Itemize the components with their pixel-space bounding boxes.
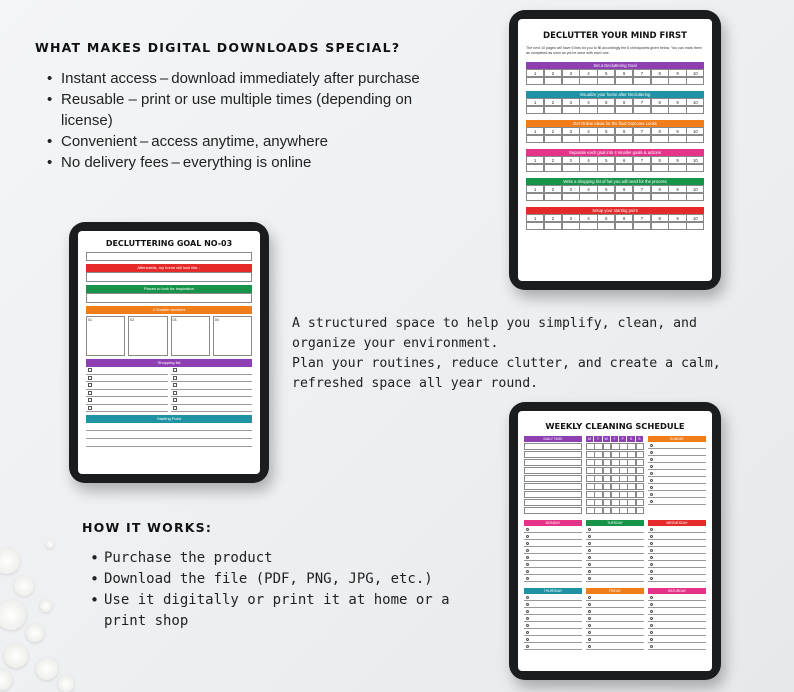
- check-cell[interactable]: [633, 106, 651, 114]
- number-cell[interactable]: 3: [562, 185, 580, 193]
- goal-body: [78, 248, 260, 447]
- number-cell[interactable]: 6: [615, 214, 633, 222]
- day-header: WEDNESDAY: [648, 520, 706, 526]
- day-task-line[interactable]: [648, 463, 706, 470]
- number-cell[interactable]: 4: [579, 69, 597, 77]
- daily-task-header: DAILY TASK: [524, 436, 582, 442]
- check-cell[interactable]: [633, 77, 651, 85]
- check-cell[interactable]: [668, 135, 686, 143]
- number-cell[interactable]: 6: [615, 156, 633, 164]
- number-row: [526, 69, 704, 77]
- day-task-line[interactable]: [648, 477, 706, 484]
- section-box[interactable]: 01: [86, 316, 125, 356]
- day-task-line[interactable]: [586, 615, 644, 622]
- tablet-decluttering-goal: [69, 222, 269, 483]
- day-header: FRIDAY: [586, 588, 644, 594]
- daily-task-line[interactable]: [524, 467, 582, 474]
- check-row: [526, 164, 704, 172]
- shopping-checkbox[interactable]: [171, 397, 253, 405]
- weekly-top-row: [524, 436, 706, 514]
- check-cell[interactable]: [597, 222, 615, 230]
- checkpoint-bar: Write a shopping list of hat you will need for the process: [526, 178, 704, 185]
- shopping-checkbox[interactable]: [86, 367, 168, 375]
- check-row: [526, 77, 704, 85]
- shopping-checkbox[interactable]: [86, 390, 168, 398]
- check-cell[interactable]: [597, 77, 615, 85]
- check-cell[interactable]: [686, 222, 704, 230]
- text-field[interactable]: [86, 272, 252, 282]
- special-heading: WHAT MAKES DIGITAL DOWNLOADS SPECIAL?: [35, 40, 401, 55]
- intro-text: The next 10 pages will have 6 lists for you to fill accordingly the 6 checkpoints given below. You can mark them as completed as soon as you're done with each one.: [526, 46, 702, 55]
- check-cell[interactable]: [579, 164, 597, 172]
- special-item: • No delivery fees – everything is online: [35, 152, 465, 173]
- week-check-cell[interactable]: [636, 491, 645, 498]
- number-cell[interactable]: 8: [651, 69, 669, 77]
- number-row: [526, 214, 704, 222]
- number-cell[interactable]: 3: [562, 214, 580, 222]
- day-task-line[interactable]: [586, 561, 644, 568]
- section-box[interactable]: 03: [171, 316, 210, 356]
- day-task-line[interactable]: [648, 533, 706, 540]
- day-task-line[interactable]: [648, 442, 706, 449]
- special-item: • Reusable – print or use multiple times (depending on license): [35, 89, 465, 131]
- how-list: [78, 548, 478, 632]
- number-cell[interactable]: 2: [544, 127, 562, 135]
- number-cell[interactable]: 9: [668, 214, 686, 222]
- number-cell[interactable]: 6: [615, 127, 633, 135]
- section-bar: Places to look for inspiration: [86, 285, 252, 293]
- check-cell[interactable]: [579, 77, 597, 85]
- daily-task-line[interactable]: [524, 507, 582, 514]
- day-task-line[interactable]: [586, 540, 644, 547]
- day-task-line[interactable]: [648, 575, 706, 582]
- number-cell[interactable]: 5: [597, 69, 615, 77]
- check-row: [526, 135, 704, 143]
- number-cell[interactable]: 7: [633, 98, 651, 106]
- number-cell[interactable]: 6: [615, 185, 633, 193]
- day-task-line[interactable]: [648, 526, 706, 533]
- number-cell[interactable]: 10: [686, 69, 704, 77]
- number-row: [526, 127, 704, 135]
- day-task-line[interactable]: [586, 568, 644, 575]
- check-cell[interactable]: [651, 77, 669, 85]
- weekday-letter: S: [636, 436, 644, 442]
- number-cell[interactable]: 8: [651, 214, 669, 222]
- number-cell[interactable]: 8: [651, 185, 669, 193]
- day-header: TUESDAY: [586, 520, 644, 526]
- day-task-line[interactable]: [524, 575, 582, 582]
- number-cell[interactable]: 1: [526, 127, 544, 135]
- check-cell[interactable]: [544, 135, 562, 143]
- check-cell[interactable]: [562, 222, 580, 230]
- day-task-line[interactable]: [586, 533, 644, 540]
- weekday-letter: W: [603, 436, 611, 442]
- day-column: [524, 588, 582, 650]
- number-cell[interactable]: 10: [686, 185, 704, 193]
- check-cell[interactable]: [562, 77, 580, 85]
- check-row: [526, 193, 704, 201]
- day-task-line[interactable]: [524, 526, 582, 533]
- product-description: A structured space to help you simplify, clean, and organize your environment. Plan your routines, reduce clutter, and create a calm, refreshed space all year round.: [292, 316, 721, 391]
- number-cell[interactable]: 1: [526, 214, 544, 222]
- daily-task-line[interactable]: [524, 451, 582, 458]
- daily-task-line[interactable]: [524, 459, 582, 466]
- check-cell[interactable]: [597, 106, 615, 114]
- day-task-line[interactable]: [648, 636, 706, 643]
- shopping-checkbox[interactable]: [171, 367, 253, 375]
- check-cell[interactable]: [615, 77, 633, 85]
- day-task-line[interactable]: [648, 568, 706, 575]
- check-cell[interactable]: [651, 106, 669, 114]
- daily-task-line[interactable]: [524, 443, 582, 450]
- number-cell[interactable]: 1: [526, 185, 544, 193]
- shopping-checkbox[interactable]: [171, 382, 253, 390]
- text-line[interactable]: [86, 431, 252, 439]
- number-cell[interactable]: 7: [633, 185, 651, 193]
- number-cell[interactable]: 4: [579, 156, 597, 164]
- day-task-line[interactable]: [648, 561, 706, 568]
- number-cell[interactable]: 7: [633, 69, 651, 77]
- starting-point-lines: [86, 423, 252, 447]
- daily-task-column: [524, 436, 582, 514]
- checkpoint-list: [518, 62, 712, 230]
- day-task-line[interactable]: [524, 629, 582, 636]
- section-bar: 4 Smaller sections: [86, 306, 252, 314]
- check-cell[interactable]: [526, 135, 544, 143]
- day-task-line[interactable]: [648, 608, 706, 615]
- check-cell[interactable]: [668, 106, 686, 114]
- number-cell[interactable]: 5: [597, 185, 615, 193]
- day-task-line[interactable]: [586, 575, 644, 582]
- goal-number-field[interactable]: [86, 252, 252, 261]
- weekly-bottom-row: [524, 588, 706, 650]
- check-cell[interactable]: [526, 193, 544, 201]
- day-task-line[interactable]: [586, 554, 644, 561]
- daily-task-line[interactable]: [524, 499, 582, 506]
- checkpoint-bar: Set a Decluttering Goal: [526, 62, 704, 69]
- day-header: THURSDAY: [524, 588, 582, 594]
- number-cell[interactable]: 9: [668, 69, 686, 77]
- number-cell[interactable]: 10: [686, 214, 704, 222]
- check-cell[interactable]: [668, 77, 686, 85]
- day-column: [648, 520, 706, 582]
- check-cell[interactable]: [544, 77, 562, 85]
- day-task-line[interactable]: [648, 601, 706, 608]
- check-cell[interactable]: [544, 164, 562, 172]
- weekday-letter: M: [586, 436, 594, 442]
- weekday-letter: F: [619, 436, 627, 442]
- number-cell[interactable]: 2: [544, 185, 562, 193]
- check-cell[interactable]: [686, 106, 704, 114]
- day-task-line[interactable]: [648, 629, 706, 636]
- check-cell[interactable]: [597, 135, 615, 143]
- number-cell[interactable]: 4: [579, 185, 597, 193]
- day-task-line[interactable]: [524, 554, 582, 561]
- day-column: [524, 520, 582, 582]
- weekday-letter: S: [627, 436, 635, 442]
- checkpoint-bar: Get Online Ideas for the final Outcome Looks: [526, 120, 704, 127]
- day-task-line[interactable]: [586, 547, 644, 554]
- number-cell[interactable]: 10: [686, 127, 704, 135]
- check-cell[interactable]: [544, 222, 562, 230]
- week-check-cell[interactable]: [636, 459, 645, 466]
- number-cell[interactable]: 1: [526, 98, 544, 106]
- day-task-line[interactable]: [524, 636, 582, 643]
- day-task-line[interactable]: [648, 470, 706, 477]
- number-cell[interactable]: 9: [668, 98, 686, 106]
- day-task-line[interactable]: [648, 547, 706, 554]
- weekly-body: [518, 431, 712, 650]
- day-task-line[interactable]: [586, 601, 644, 608]
- day-task-line[interactable]: [648, 554, 706, 561]
- daily-task-line[interactable]: [524, 491, 582, 498]
- day-task-line[interactable]: [648, 456, 706, 463]
- number-cell[interactable]: 2: [544, 214, 562, 222]
- text-line[interactable]: [86, 439, 252, 447]
- checkpoint-bar: Separate each goal into 4 smaller goals & actions: [526, 149, 704, 156]
- day-task-line[interactable]: [586, 622, 644, 629]
- daily-task-line[interactable]: [524, 475, 582, 482]
- check-cell[interactable]: [633, 222, 651, 230]
- page-title: DECLUTTER YOUR MIND FIRST: [543, 31, 687, 41]
- check-cell[interactable]: [562, 193, 580, 201]
- number-cell[interactable]: 4: [579, 214, 597, 222]
- how-heading: HOW IT WORKS:: [82, 520, 213, 535]
- day-task-line[interactable]: [648, 491, 706, 498]
- special-list: [35, 68, 465, 173]
- number-cell[interactable]: 3: [562, 127, 580, 135]
- check-cell[interactable]: [615, 164, 633, 172]
- number-cell[interactable]: 6: [615, 98, 633, 106]
- day-header: MONDAY: [524, 520, 582, 526]
- day-task-line[interactable]: [524, 622, 582, 629]
- day-task-line[interactable]: [586, 636, 644, 643]
- number-cell[interactable]: 9: [668, 156, 686, 164]
- section-bar: Shopping list: [86, 359, 252, 367]
- day-task-line[interactable]: [524, 608, 582, 615]
- page-title: DECLUTTERING GOAL NO-03: [105, 239, 233, 248]
- shopping-checkbox[interactable]: [171, 390, 253, 398]
- check-cell[interactable]: [526, 164, 544, 172]
- day-task-line[interactable]: [586, 643, 644, 650]
- weekly-mid-row: [524, 520, 706, 582]
- section-bar: Starting Point: [86, 415, 252, 423]
- check-cell[interactable]: [651, 164, 669, 172]
- day-task-line[interactable]: [524, 547, 582, 554]
- number-cell[interactable]: 7: [633, 156, 651, 164]
- check-cell[interactable]: [597, 164, 615, 172]
- number-cell[interactable]: 6: [615, 69, 633, 77]
- number-cell[interactable]: 5: [597, 156, 615, 164]
- shopping-checkbox[interactable]: [171, 405, 253, 413]
- week-check-cell[interactable]: [636, 443, 645, 450]
- day-task-line[interactable]: [524, 643, 582, 650]
- check-cell[interactable]: [633, 135, 651, 143]
- number-cell[interactable]: 9: [668, 127, 686, 135]
- day-task-line[interactable]: [586, 608, 644, 615]
- week-check-cell[interactable]: [636, 499, 645, 506]
- check-row: [526, 222, 704, 230]
- number-cell[interactable]: 2: [544, 69, 562, 77]
- number-row: [526, 185, 704, 193]
- smaller-sections-grid: [86, 316, 252, 356]
- tablet-declutter-mind: [509, 10, 721, 290]
- check-cell[interactable]: [562, 164, 580, 172]
- day-task-line[interactable]: [524, 561, 582, 568]
- check-cell[interactable]: [579, 193, 597, 201]
- weekday-letter: T: [594, 436, 602, 442]
- number-cell[interactable]: 3: [562, 69, 580, 77]
- check-cell[interactable]: [651, 193, 669, 201]
- week-check-cell[interactable]: [636, 483, 645, 490]
- check-cell[interactable]: [633, 193, 651, 201]
- how-item: • Use it digitally or print it at home or a print shop: [78, 590, 478, 632]
- day-task-line[interactable]: [524, 594, 582, 601]
- day-task-line[interactable]: [648, 622, 706, 629]
- day-task-line[interactable]: [648, 643, 706, 650]
- check-cell[interactable]: [579, 222, 597, 230]
- number-cell[interactable]: 2: [544, 156, 562, 164]
- number-cell[interactable]: 10: [686, 156, 704, 164]
- check-cell[interactable]: [686, 135, 704, 143]
- check-cell[interactable]: [526, 106, 544, 114]
- week-check-cell[interactable]: [636, 507, 645, 514]
- day-task-line[interactable]: [648, 594, 706, 601]
- tablet-weekly-schedule: [509, 402, 721, 680]
- check-cell[interactable]: [562, 106, 580, 114]
- how-item: • Purchase the product: [78, 548, 478, 569]
- check-cell[interactable]: [633, 164, 651, 172]
- number-cell[interactable]: 10: [686, 98, 704, 106]
- day-task-line[interactable]: [648, 498, 706, 505]
- section-box[interactable]: 04: [213, 316, 252, 356]
- day-task-line[interactable]: [648, 615, 706, 622]
- number-cell[interactable]: 7: [633, 127, 651, 135]
- day-column: [586, 520, 644, 582]
- weekday-letter: T: [611, 436, 619, 442]
- checkpoint-bar: Setup your starting point: [526, 207, 704, 214]
- day-task-line[interactable]: [524, 615, 582, 622]
- week-check-grid: [586, 436, 644, 514]
- tablet-screen: [518, 411, 712, 671]
- number-cell[interactable]: 8: [651, 127, 669, 135]
- shopping-checkbox[interactable]: [86, 375, 168, 383]
- check-cell[interactable]: [597, 193, 615, 201]
- number-cell[interactable]: 4: [579, 127, 597, 135]
- day-task-line[interactable]: [524, 568, 582, 575]
- number-cell[interactable]: 8: [651, 156, 669, 164]
- section-bar: Afterwards, my home will look like...: [86, 264, 252, 272]
- shopping-checkbox[interactable]: [171, 375, 253, 383]
- check-cell[interactable]: [615, 135, 633, 143]
- day-task-line[interactable]: [524, 533, 582, 540]
- special-item: • Convenient – access anytime, anywhere: [35, 131, 465, 152]
- day-task-line[interactable]: [586, 629, 644, 636]
- check-cell[interactable]: [615, 106, 633, 114]
- number-row: [526, 156, 704, 164]
- number-cell[interactable]: 9: [668, 185, 686, 193]
- number-cell[interactable]: 1: [526, 156, 544, 164]
- check-cell[interactable]: [544, 193, 562, 201]
- check-cell[interactable]: [668, 193, 686, 201]
- daily-task-line[interactable]: [524, 483, 582, 490]
- shopping-checkbox[interactable]: [86, 397, 168, 405]
- checkpoint-bar: Visualize your home after Decluttering: [526, 91, 704, 98]
- check-cell[interactable]: [686, 77, 704, 85]
- text-line[interactable]: [86, 423, 252, 431]
- check-cell[interactable]: [686, 193, 704, 201]
- number-cell[interactable]: 8: [651, 98, 669, 106]
- number-cell[interactable]: 4: [579, 98, 597, 106]
- tablet-screen: [78, 231, 260, 474]
- check-cell[interactable]: [615, 222, 633, 230]
- check-cell[interactable]: [615, 193, 633, 201]
- check-cell[interactable]: [651, 135, 669, 143]
- shopping-checkbox[interactable]: [86, 382, 168, 390]
- day-task-line[interactable]: [648, 449, 706, 456]
- check-cell[interactable]: [668, 222, 686, 230]
- week-check-cell[interactable]: [636, 451, 645, 458]
- day-column: [586, 588, 644, 650]
- number-cell[interactable]: 3: [562, 156, 580, 164]
- number-cell[interactable]: 1: [526, 69, 544, 77]
- week-check-cell[interactable]: [636, 475, 645, 482]
- day-task-line[interactable]: [586, 526, 644, 533]
- check-cell[interactable]: [579, 135, 597, 143]
- check-cell[interactable]: [562, 135, 580, 143]
- text-field[interactable]: [86, 293, 252, 303]
- week-check-cell[interactable]: [636, 467, 645, 474]
- day-task-line[interactable]: [648, 484, 706, 491]
- check-cell[interactable]: [544, 106, 562, 114]
- day-column: [648, 588, 706, 650]
- shopping-list: [86, 367, 252, 412]
- day-task-line[interactable]: [524, 540, 582, 547]
- number-cell[interactable]: 2: [544, 98, 562, 106]
- check-cell[interactable]: [526, 77, 544, 85]
- day-header: SATURDAY: [648, 588, 706, 594]
- number-row: [526, 98, 704, 106]
- day-column: [648, 436, 706, 514]
- number-cell[interactable]: 5: [597, 98, 615, 106]
- number-cell[interactable]: 5: [597, 127, 615, 135]
- check-cell[interactable]: [668, 164, 686, 172]
- shopping-checkbox[interactable]: [86, 405, 168, 413]
- special-item: • Instant access – download immediately after purchase: [35, 68, 465, 89]
- number-cell[interactable]: 7: [633, 214, 651, 222]
- day-task-line[interactable]: [586, 594, 644, 601]
- day-task-line[interactable]: [648, 540, 706, 547]
- section-box[interactable]: 02: [128, 316, 167, 356]
- check-cell[interactable]: [526, 222, 544, 230]
- page-title: WEEKLY CLEANING SCHEDULE: [545, 421, 685, 431]
- check-row: [526, 106, 704, 114]
- tablet-screen: [518, 19, 712, 281]
- how-item: • Download the file (PDF, PNG, JPG, etc.): [78, 569, 478, 590]
- day-header: SUNDAY: [648, 436, 706, 442]
- check-cell[interactable]: [579, 106, 597, 114]
- number-cell[interactable]: 3: [562, 98, 580, 106]
- check-cell[interactable]: [686, 164, 704, 172]
- check-cell[interactable]: [651, 222, 669, 230]
- number-cell[interactable]: 5: [597, 214, 615, 222]
- day-task-line[interactable]: [524, 601, 582, 608]
